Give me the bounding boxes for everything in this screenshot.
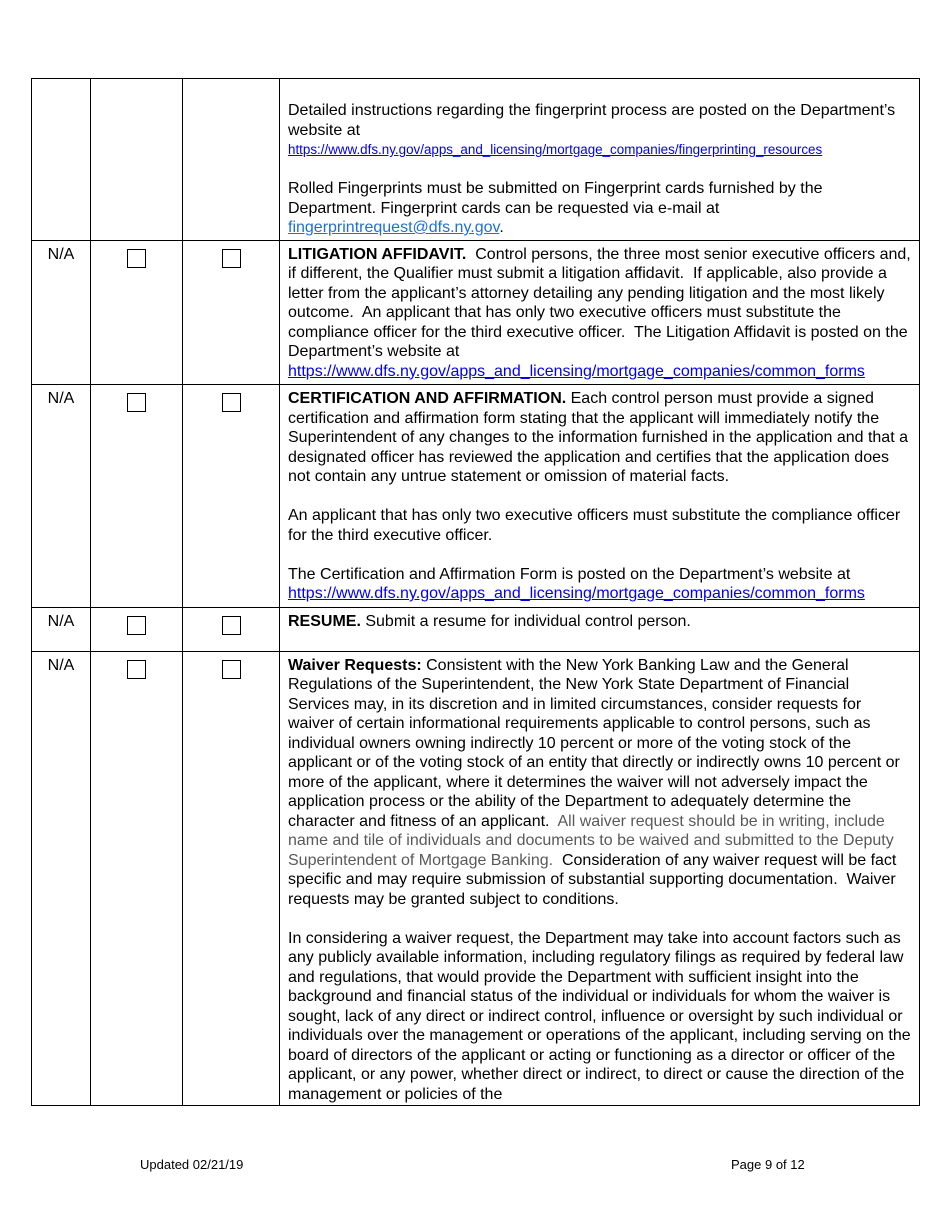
checkbox[interactable] [222,249,241,268]
requirement-text [280,651,920,1106]
certification-heading: CERTIFICATION AND AFFIRMATION. [288,390,567,407]
checkbox[interactable] [222,660,241,679]
waiver-body: Consistent with the New York Banking Law and the General Regulations of the Superintendent, the New York State Department of Financial Services may, in its discretion and in limited circumstances, consider requests for waiver of certain informational requirements applicable to control persons, such as individual owners owning indirectly 10 percent or more of the voting stock of the applicant or of the voting stock of an entity that directly or indirectly owns 10 percent or more of the applicant, where it determines the waiver will not adversely impact the application process or the ability of the Department to adequately determine the character and fitness of an applicant. [288,656,905,830]
litigation-body: Control persons, the three most senior executive officers and, if different, the Qualifier must submit a litigation affidavit. If applicable, also provide a letter from the applicant’s attorney detailing any pending litigation and the most likely outcome. An applicant that has only two executive officers must substitute the compliance officer for the third executive officer. The Litigation Affidavit is posted on the Department’s website at [288,245,916,360]
checkbox-cell [183,651,280,1106]
common-forms-link[interactable]: https://www.dfs.ny.gov/apps_and_licensing/mortgage_companies/common_forms [288,362,865,380]
checkbox-cell [183,607,280,651]
fingerprint-instructions [288,101,911,160]
checkbox-cell [91,651,183,1106]
certification-paragraph [288,389,911,487]
certification-body: Each control person must provide a signed certification and affirmation form stating that the applicant will immediately notify the Superintendent of any changes to the information furnished in the application and that a designated officer has reviewed the application and certifies that the application does not contain any untrue statement or omission of material facts. [288,390,913,485]
waiver-paragraph [288,656,911,910]
resume-body: Submit a resume for individual control person. [360,612,691,630]
table-row-resume [32,607,920,651]
checkbox[interactable] [222,393,241,412]
litigation-heading: LITIGATION AFFIDAVIT. [288,245,467,263]
checkbox[interactable] [127,616,146,635]
requirement-text [280,240,920,385]
na-cell: N/A [32,240,91,385]
checkbox[interactable] [222,616,241,635]
fingerprint-cards-text: Rolled Fingerprints must be submitted on Fingerprint cards furnished by the Department. Fingerprint cards can be requested via e-mail at [288,180,823,217]
table-row-litigation [32,240,920,385]
fingerprint-instructions-text: Detailed instructions regarding the fingerprint process are posted on the Department’s website at [288,102,896,139]
waiver-submission-note: All waiver request should be in writing, include name and tile of individuals and documents to be waived and submitted to the Deputy Superintendent of Mortgage Banking. [288,812,894,869]
na-cell: N/A [32,385,91,608]
checkbox-cell [183,240,280,385]
checkbox[interactable] [127,393,146,412]
checkbox-cell [91,607,183,651]
period-text: . [499,219,504,236]
fingerprint-cards [288,179,911,238]
page-number: Page 9 of 12 [731,1157,805,1172]
na-cell: N/A [32,607,91,651]
certification-substitute: An applicant that has only two executive officers must substitute the compliance officer for the third executive officer. [288,507,901,544]
common-forms-link[interactable]: https://www.dfs.ny.gov/apps_and_licensing/mortgage_companies/common_forms [288,585,865,602]
checkbox-cell [91,240,183,385]
requirement-text [280,79,920,241]
waiver-consideration: Consideration of any waiver request will be fact specific and may require submission of substantial supporting documentation. Waiver requests may be granted subject to conditions. [288,851,901,908]
requirement-text [280,385,920,608]
waiver-factors: In considering a waiver request, the Department may take into account factors such as any publicly available information, including regulatory filings as required by federal law and regulations, that would provide the Department with sufficient insight into the background and financial status of the individual or individuals for whom the waiver is sought, lack of any direct or indirect control, influence or oversight by such individual or individuals over the management or operations of the applicant, including serving on the board of directors of the applicant or acting or functioning as a director or officer of the applicant, or any power, whether direct or indirect, to direct or cause the direction of the management or policies of the [288,929,911,1103]
certification-form-info [288,565,911,604]
checkbox-cell [183,79,280,241]
requirements-table [31,78,920,1106]
resume-paragraph [288,612,911,632]
waiver-heading: Waiver Requests: [288,656,422,674]
na-cell [32,79,91,241]
checkbox[interactable] [127,249,146,268]
table-row-certification [32,385,920,608]
table-row-waiver [32,651,920,1106]
checkbox-cell [91,385,183,608]
checkbox-cell [91,79,183,241]
litigation-paragraph [288,245,916,382]
table-row-fingerprint [32,79,920,241]
updated-date: Updated 02/21/19 [140,1157,244,1172]
certification-form-text: The Certification and Affirmation Form is posted on the Department’s website at [288,565,851,583]
fingerprinting-resources-link[interactable]: https://www.dfs.ny.gov/apps_and_licensing/mortgage_companies/fingerprinting_resources [288,142,823,157]
checkbox[interactable] [127,660,146,679]
requirement-text [280,607,920,651]
fingerprint-email-link[interactable]: fingerprintrequest@dfs.ny.gov [288,219,500,236]
na-cell: N/A [32,651,91,1106]
resume-heading: RESUME. [288,612,361,630]
checkbox-cell [183,385,280,608]
